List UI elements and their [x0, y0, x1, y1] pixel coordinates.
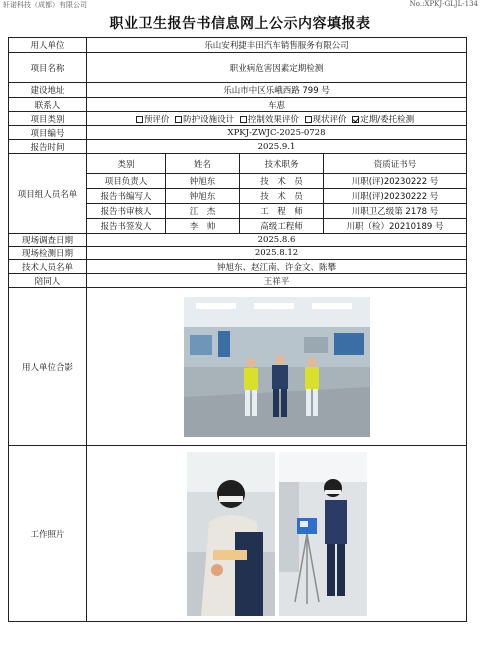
team-col-category: 类别	[87, 154, 166, 174]
row-technicians	[9, 260, 467, 274]
project-type-options	[87, 112, 467, 126]
employer-value: 乐山安利捷丰田汽车销售服务有限公司	[87, 38, 467, 53]
member-name: 李 帅	[166, 219, 240, 234]
disclosure-form-table	[8, 37, 467, 622]
option-status-evaluation: 现状评价	[305, 115, 347, 125]
report-date-value: 2025.9.1	[87, 140, 467, 154]
project-name-value: 职业病危害因素定期检测	[87, 53, 467, 83]
escort-value: 王祥平	[87, 274, 467, 288]
row-group-photo	[9, 288, 467, 446]
option-pre-evaluation: 预评价	[136, 115, 170, 125]
team-col-name: 姓名	[166, 154, 240, 174]
contact-label: 联系人	[9, 98, 87, 112]
technicians-label: 技术人员名单	[9, 260, 87, 274]
team-col-title: 技术职务	[240, 154, 324, 174]
member-name: 钟旭东	[166, 189, 240, 204]
member-title: 工 程 师	[240, 204, 324, 219]
work-photos-cell	[87, 446, 467, 622]
team-label: 项目组人员名单	[9, 154, 87, 234]
member-category: 报告书编写人	[87, 189, 166, 204]
contact-value: 车恵	[87, 98, 467, 112]
member-category: 报告书审核人	[87, 204, 166, 219]
member-cert: 川职卫乙级第 2178 号	[324, 204, 467, 219]
survey-date-label: 现场调查日期	[9, 234, 87, 247]
technicians-value: 钟旭东、赵江南、许金文、陈攀	[87, 260, 467, 274]
work-photo-1-image	[187, 452, 275, 616]
option-control-evaluation: 控制效果评价	[240, 115, 299, 125]
test-date-value: 2025.8.12	[87, 247, 467, 260]
document-number: No.:XPKJ-GLJL-134	[409, 0, 478, 8]
member-title: 技 术 员	[240, 174, 324, 189]
address-label: 建设地址	[9, 83, 87, 98]
member-cert: 川职(评)20230222 号	[324, 174, 467, 189]
survey-date-value: 2025.8.6	[87, 234, 467, 247]
member-cert: 川职（检）20210189 号	[324, 219, 467, 234]
employer-label: 用人单位	[9, 38, 87, 53]
row-report-date	[9, 140, 467, 154]
row-employer	[9, 38, 467, 53]
group-photo-image	[184, 297, 370, 437]
address-value: 乐山市中区乐峨西路 799 号	[87, 83, 467, 98]
test-date-label: 现场检测日期	[9, 247, 87, 260]
row-project-type	[9, 112, 467, 126]
project-type-label: 项目类别	[9, 112, 87, 126]
project-no-label: 项目编号	[9, 126, 87, 140]
work-photos-label: 工作照片	[9, 446, 87, 622]
row-contact	[9, 98, 467, 112]
member-title: 高级工程师	[240, 219, 324, 234]
checkbox-icon	[240, 116, 247, 123]
checkbox-icon	[305, 116, 312, 123]
member-name: 江 杰	[166, 204, 240, 219]
page-title: 职业卫生报告书信息网上公示内容填报表	[109, 16, 371, 32]
checkbox-icon	[175, 116, 182, 123]
row-survey-date	[9, 234, 467, 247]
row-address	[9, 83, 467, 98]
member-cert: 川职(评)20230222 号	[324, 189, 467, 204]
report-date-label: 报告时间	[9, 140, 87, 154]
row-escort	[9, 274, 467, 288]
work-photos-group	[89, 452, 464, 616]
row-project-name	[9, 53, 467, 83]
row-test-date	[9, 247, 467, 260]
checked-checkbox-icon	[352, 116, 359, 123]
option-periodic-testing: 定期/委托检测	[352, 115, 414, 125]
row-work-photos	[9, 446, 467, 622]
member-category: 报告书签发人	[87, 219, 166, 234]
row-project-no	[9, 126, 467, 140]
escort-label: 陪同人	[9, 274, 87, 288]
checkbox-icon	[136, 116, 143, 123]
option-protection-design: 防护设施设计	[175, 115, 234, 125]
project-name-label: 项目名称	[9, 53, 87, 83]
group-photo-cell	[87, 288, 467, 446]
team-col-cert: 资质证书号	[324, 154, 467, 174]
group-photo-label: 用人单位合影	[9, 288, 87, 446]
company-name: 轩诺科技（成都）有限公司	[3, 1, 87, 9]
team-header-row	[9, 154, 467, 174]
member-category: 项目负责人	[87, 174, 166, 189]
member-title: 技 术 员	[240, 189, 324, 204]
project-no-value: XPKJ-ZWJC-2025-0728	[87, 126, 467, 140]
member-name: 钟旭东	[166, 174, 240, 189]
page-header	[0, 0, 480, 12]
work-photo-2-image	[279, 452, 367, 616]
